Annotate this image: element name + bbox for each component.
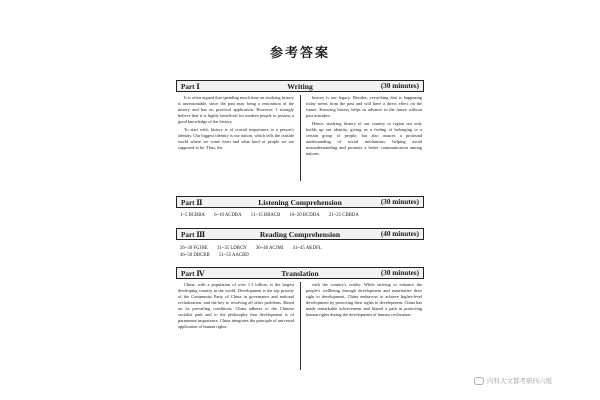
time-limit: (30 minutes) (380, 269, 419, 277)
part-label: Part Ⅰ (181, 83, 200, 91)
listening-answers (180, 212, 367, 219)
left-column (178, 282, 294, 332)
watermark (474, 376, 552, 385)
part-3-header (176, 228, 424, 240)
page-title: 参考答案 (269, 45, 330, 60)
answer-row (180, 245, 330, 252)
translation-answer (178, 282, 422, 372)
answer-page (176, 38, 424, 400)
reading-answers (180, 245, 330, 259)
paragraph: To start with, history is of crucial importance to a person's identity. Our biggest identity is our nation, which tells the outside world where we come from and what kind of people we are supposed to be. Thus, the (178, 126, 294, 150)
section-title: Reading Comprehension (259, 230, 341, 239)
answer-group: 31~35 LDBCN (216, 246, 247, 251)
time-limit: (40 minutes) (380, 230, 419, 238)
right-column (306, 95, 422, 158)
answer-group: 21~25 CBBDA (328, 213, 359, 218)
part-4-header (176, 267, 424, 279)
left-column (178, 95, 294, 152)
paragraph: Hence, studying history of our country or region not only builds up our identity, giving us a feeling of belonging to a certain group of people, but also assures a profound understanding of social mechanism, helping avoid misunderstanding and promote a better communication among nations. (306, 120, 422, 156)
wechat-icon (474, 377, 484, 385)
part-label: Part Ⅳ (181, 270, 205, 278)
answer-group: 11~15 BBACB (250, 213, 281, 218)
section-title: Writing (287, 82, 313, 91)
answer-group: 16~20 BCDDA (289, 213, 320, 218)
part-1-header (176, 80, 424, 92)
right-column (306, 282, 422, 320)
paragraph: history is our legacy. Besides, everything that is happening today stems from the past and will have a direct effect on the future. Knowing history helps us advance in the future without past mistakes. (306, 95, 422, 118)
answer-group: 51~55 AACBD (218, 253, 249, 258)
answer-group: 36~40 ACJMI (255, 246, 284, 251)
writing-answer (178, 95, 422, 185)
time-limit: (30 minutes) (380, 82, 419, 90)
column-divider (300, 282, 301, 370)
section-title: Listening Comprehension (258, 198, 342, 207)
answer-group: 26~30 FGJHE (180, 246, 208, 251)
answer-row (180, 252, 330, 259)
paragraph: China, with a population of over 1.3 billion, is the largest developing country in the world. Development is the top priority of the Communist Party of China in governance and national revitalization, and the key to resolving all other problems. Based on its prevailing conditions, China adheres to the Chinese socialist path and to the philosophy that development is of paramount importance. China integrates the principle of universal application of human rights (178, 282, 294, 329)
answer-group: 6~10 ACDBA (214, 213, 242, 218)
answer-group: 46~50 DBCBB (180, 253, 210, 258)
section-title: Translation (281, 269, 319, 278)
answer-group: 1~5 BCBBA (180, 213, 205, 218)
answer-row (180, 212, 367, 219)
watermark-text: 内科大文都考研四六级 (487, 377, 552, 385)
paragraph: with the country's reality. While striving to enhance the people's wellbeing through development and materialize their right to development, China endeavors to achieve higher-level development by protecting their rights to development. China has made remarkable achievement and blazed a path in protecting human rights during the development of human civilization. (306, 282, 422, 317)
part-label: Part Ⅲ (181, 231, 206, 239)
answer-group: 41~45 AKDFL (292, 246, 322, 251)
part-label: Part Ⅱ (181, 199, 203, 207)
part-2-header (176, 196, 424, 208)
time-limit: (30 minutes) (380, 198, 419, 206)
paragraph: It is often argued that spending much time on studying history is unreasonable, since the past may bring a restoration of the misery and has no practical application. However, I strongly believe that it is highly beneficial for modern people to possess a good knowledge of the history. (178, 95, 294, 124)
column-divider (300, 95, 301, 181)
